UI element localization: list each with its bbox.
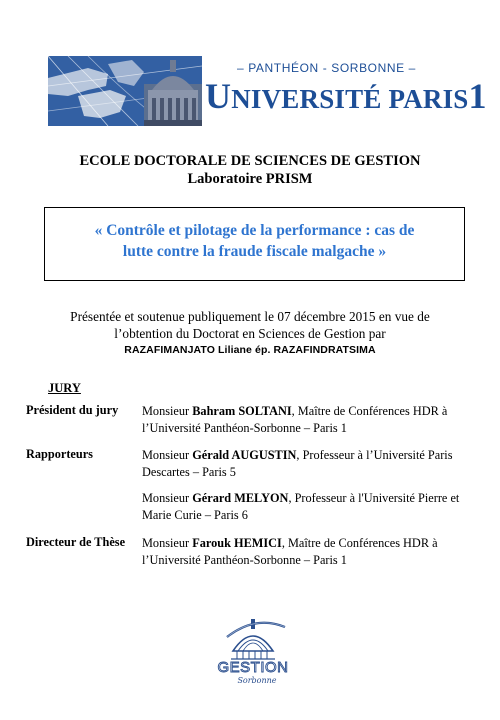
jury-member — [142, 535, 474, 569]
member-prefix: Monsieur — [142, 404, 193, 418]
thesis-title-line: « Contrôle et pilotage de la performance : cas de — [94, 222, 415, 239]
member-affiliation: l’Université Panthéon-Sorbonne – Paris 1 — [142, 421, 347, 435]
dome-icon — [227, 619, 285, 659]
jury-role: Président du jury — [26, 403, 119, 417]
member-affiliation: l’Université Panthéon-Sorbonne – Paris 1 — [142, 553, 347, 567]
sorbonne-script: Sorbonne — [237, 676, 277, 685]
member-title: , Professeur à l’Université Paris — [296, 448, 453, 462]
jury-member — [142, 447, 474, 481]
university-wordmark — [205, 59, 487, 125]
defense-line: Présentée et soutenue publiquement le 07 décembre 2015 en vue de — [70, 309, 430, 324]
jury-role: Directeur de Thèse — [26, 535, 126, 549]
member-name: Farouk HEMICI — [192, 536, 282, 550]
member-title: , Maître de Conférences HDR à — [281, 536, 438, 550]
member-name: Gérard MELYON — [192, 491, 289, 505]
member-prefix: Monsieur — [142, 491, 193, 505]
university-header — [48, 56, 487, 126]
member-title: , Professeur à l'Université Pierre et — [288, 491, 460, 505]
member-name: Gérald AUGUSTIN — [192, 448, 297, 462]
gestion-word: GESTION — [217, 659, 289, 676]
university-name — [205, 75, 487, 117]
jury-member — [142, 490, 474, 524]
jury-heading: JURY — [48, 381, 81, 395]
defense-line: l’obtention du Doctorat en Sciences de Gestion par — [114, 326, 386, 341]
gestion-sorbonne-logo — [205, 607, 301, 685]
doctoral-school — [0, 152, 500, 188]
author-name: RAZAFIMANJATO Liliane ép. RAZAFINDRATSIMA — [124, 344, 376, 356]
member-prefix: Monsieur — [142, 536, 193, 550]
member-prefix: Monsieur — [142, 448, 193, 462]
defense-statement — [40, 308, 460, 342]
jury-member — [142, 403, 474, 437]
member-affiliation: Descartes – Paris 5 — [142, 465, 236, 479]
sorbonne-map-building-logo — [48, 56, 202, 126]
university-number: 1 — [468, 76, 487, 116]
jury-role: Rapporteurs — [26, 447, 93, 461]
university-subtitle: – PANTHÉON - SORBONNE – — [237, 61, 416, 75]
thesis-title-line: lutte contre la fraude fiscale malgache » — [122, 243, 387, 260]
doctoral-school-name: ECOLE DOCTORALE DE SCIENCES DE GESTION — [79, 153, 421, 169]
member-name: Bahram SOLTANI — [192, 404, 292, 418]
university-name-rest: NIVERSITÉ PARIS — [231, 84, 469, 114]
university-initial: U — [205, 76, 232, 116]
laboratory-name: Laboratoire PRISM — [187, 171, 313, 187]
thesis-title — [55, 220, 454, 262]
member-title: , Maître de Conférences HDR à — [291, 404, 448, 418]
thesis-title-box — [44, 207, 465, 281]
member-affiliation: Marie Curie – Paris 6 — [142, 508, 248, 522]
